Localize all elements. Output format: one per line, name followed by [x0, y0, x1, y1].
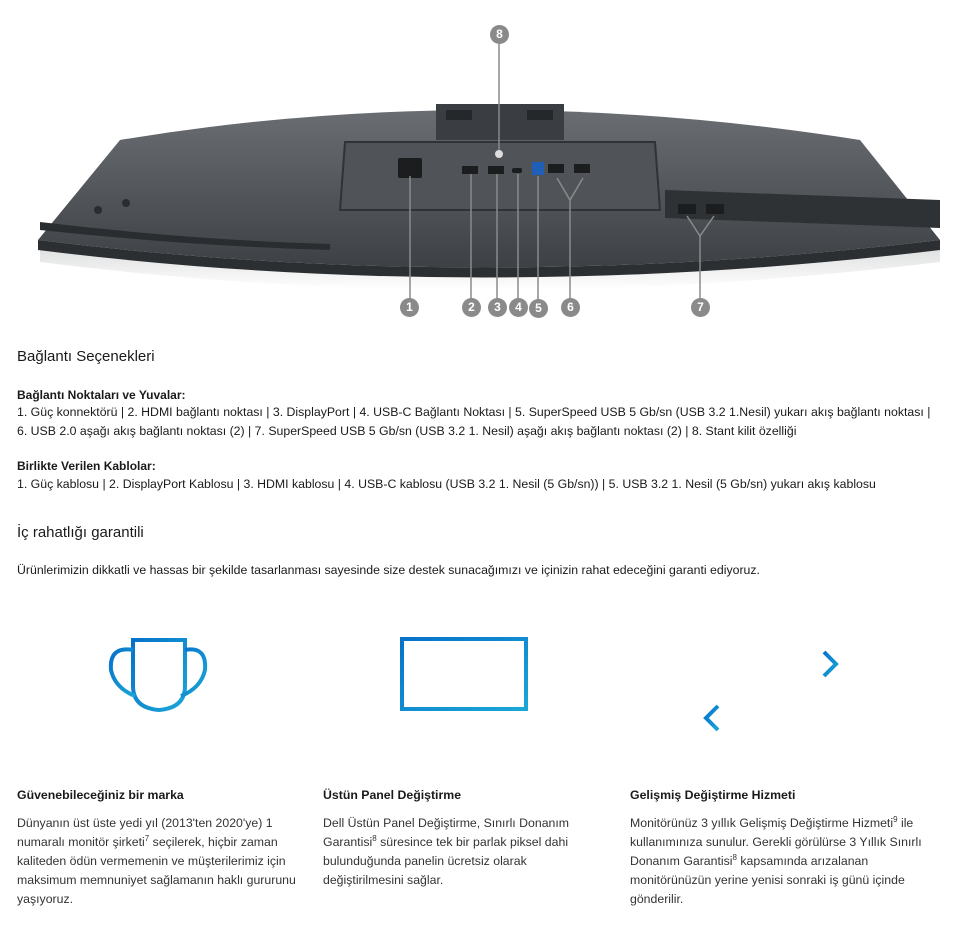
callout-4: 4: [509, 298, 528, 317]
feature-body-exchange: [630, 814, 930, 909]
exchange-arrows-icon: [700, 648, 842, 734]
feature-title-panel: Üstün Panel Değiştirme: [323, 788, 462, 802]
callout-1: 1: [400, 298, 419, 317]
feature-body-text: süresince tek bir parlak piksel dahi bulunduğunda panelin ücretsiz olarak değiştirilmesini sağlar.: [323, 835, 569, 887]
footnote-ref: 8: [372, 834, 377, 843]
connectivity-title: Bağlantı Seçenekleri: [17, 348, 155, 365]
callout-6: 6: [561, 298, 580, 317]
feature-body-text: kapsamında arızalanan monitörünüzün yerine yenisi sonraki iş günü içinde gönderilir.: [630, 854, 905, 906]
monitor-rear-ports-image: [0, 0, 955, 330]
ports-heading: Bağlantı Noktaları ve Yuvalar:: [17, 388, 186, 402]
feature-title-brand: Güvenebileceğiniz bir marka: [17, 788, 184, 802]
monitor-icon: [398, 636, 530, 742]
callout-2: 2: [462, 298, 481, 317]
feature-title-exchange: Gelişmiş Değiştirme Hizmeti: [630, 788, 796, 802]
callout-5: 5: [529, 299, 548, 318]
feature-body-text: seçilerek, hiçbir zaman kaliteden ödün vermemenin ve müşterilerimiz için maksimum memnuniyet sağlamanın haklı gururunu yaşıyoruz.: [17, 835, 296, 906]
callout-7: 7: [691, 298, 710, 317]
callout-8: 8: [490, 25, 509, 44]
footnote-ref: 8: [732, 853, 737, 862]
feature-body-brand: [17, 814, 302, 909]
comfort-intro: Ürünlerimizin dikkatli ve hassas bir şekilde tasarlanması sayesinde size destek sunacağımızı ve içinizin rahat edeceğini garanti ediyoruz.: [17, 563, 760, 577]
comfort-title: İç rahatlığı garantili: [17, 524, 144, 541]
feature-body-text: Dell Üstün Panel Değiştirme, Sınırlı Donanım Garantisi: [323, 816, 570, 849]
callout-3: 3: [488, 298, 507, 317]
cables-text: 1. Güç kablosu | 2. DisplayPort Kablosu | 3. HDMI kablosu | 4. USB-C kablosu (USB 3.2 1. Nesil (5 Gb/sn)) | 5. USB 3.2 1. Nesil (5 Gb/sn) yukarı akış kablosu: [17, 477, 876, 491]
trophy-icon: [105, 636, 211, 742]
footnote-ref: 7: [144, 834, 150, 843]
footnote-ref: 9: [893, 815, 898, 824]
cables-heading: Birlikte Verilen Kablolar:: [17, 459, 156, 473]
ports-text: 1. Güç konnektörü | 2. HDMI bağlantı noktası | 3. DisplayPort | 4. USB-C Bağlantı Noktası | 5. SuperSpeed USB 5 Gb/sn (USB 3.2 1.Nesil) yukarı akış bağlantı noktası | 6. USB 2.0 aşağı akış bağlantı noktası (2) | 7. SuperSpeed USB 5 Gb/sn (USB 3.2 1. Nesil) aşağı akış bağlantı noktası (2) | 8. Stant kilit özelliği: [17, 405, 931, 438]
monitor-rear-illustration: [0, 0, 955, 330]
feature-body-text: Dünyanın üst üste yedi yıl (2013'ten 2020'ye) 1 numaralı monitör şirketi: [17, 816, 273, 849]
feature-body-text: Monitörünüz 3 yıllık Gelişmiş Değiştirme Hizmeti: [630, 816, 894, 830]
feature-body-text: ile kullanımınıza sunulur. Gerekli görülürse 3 Yıllık Sınırlı Donanım Garantisi: [630, 816, 922, 868]
feature-body-panel: [323, 814, 593, 890]
